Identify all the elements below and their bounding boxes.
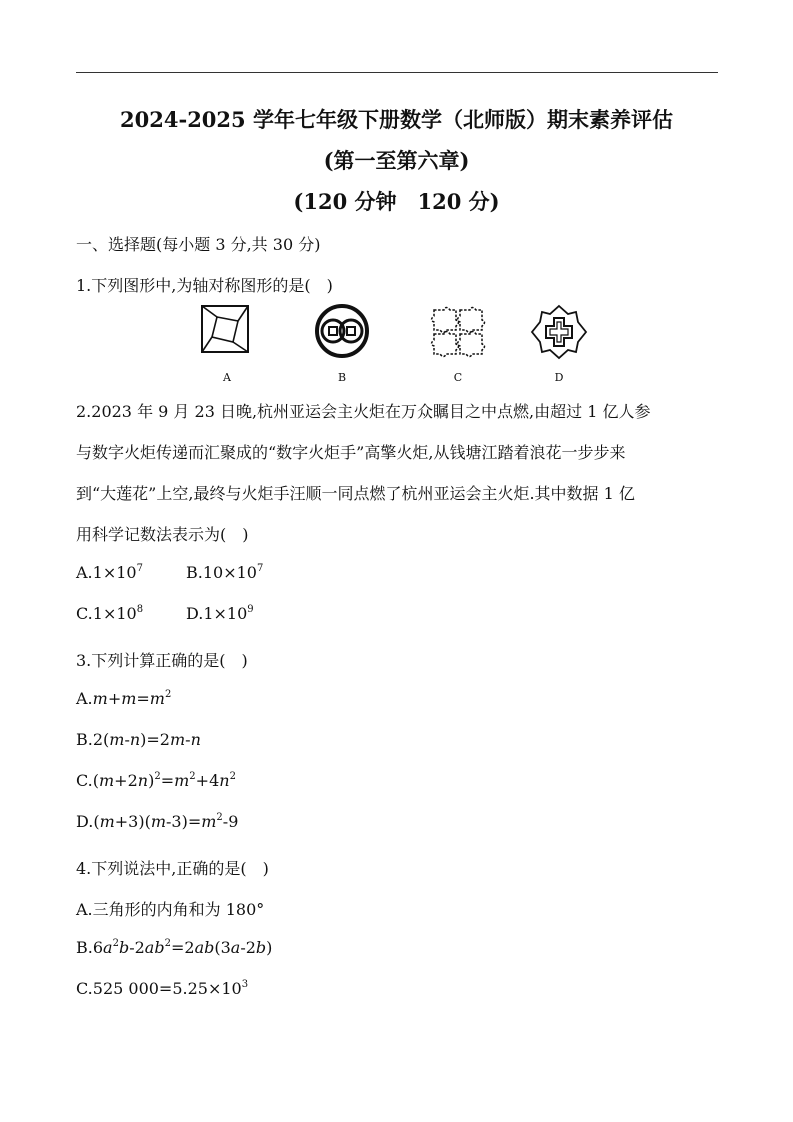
page-title: 2024-2025 学年七年级下册数学（北师版）期末素养评估	[120, 107, 673, 132]
q2-line-2: 与数字火炬传递而汇聚成的“数字火炬手”高擎火炬,从钱塘江踏着浪花一步步来	[76, 443, 626, 462]
q3-option-a: $A.m+m=m^2$	[76, 689, 172, 708]
header-rule	[76, 72, 718, 73]
q2-line-1: 2.2023 年 9 月 23 日晚,杭州亚运会主火炬在万众瞩目之中点燃,由超过 1 亿人参	[76, 402, 651, 421]
q3-option-d: $D.(m+3)(m-3)=m^2-9$	[76, 812, 239, 831]
q2-option-b: $B.10\times 10^7$	[186, 563, 264, 582]
figure-label-a: A	[223, 371, 231, 384]
q4-option-c: C.525 $000=5.25\times 10^3$	[76, 979, 249, 998]
cross-flower-icon	[530, 304, 588, 360]
page-subtitle: (第一至第六章)	[323, 148, 470, 173]
q3-option-c: $C.(m+2n)^2=m^2+4n^2$	[76, 771, 236, 790]
q3-option-b: B.2(m-n)=2m-n	[76, 730, 201, 749]
square-pinwheel-icon	[200, 304, 250, 356]
puzzle-pieces-icon	[430, 304, 486, 360]
q3-stem: 3.下列计算正确的是( )	[76, 651, 248, 670]
q4-option-a: A.三角形的内角和为 180°	[76, 900, 265, 919]
figure-label-d: D	[554, 371, 564, 384]
q2-option-a: $A.1\times 10^7$	[76, 563, 143, 582]
q1-figures	[0, 304, 793, 388]
q1-stem: 1.下列图形中,为轴对称图形的是( )	[76, 276, 333, 295]
q2-line-3: 到“大莲花”上空,最终与火炬手汪顺一同点燃了杭州亚运会主火炬.其中数据 1 亿	[76, 484, 635, 503]
double-coin-icon	[302, 304, 382, 358]
q2-option-d: $D.1\times 10^9$	[186, 604, 254, 623]
section-heading: 一、选择题(每小题 3 分,共 30 分)	[76, 235, 321, 254]
figure-label-c: C	[453, 371, 463, 384]
q2-option-c: $C.1\times 10^8$	[76, 604, 144, 623]
q2-line-4: 用科学记数法表示为( )	[76, 525, 249, 544]
figure-label-b: B	[337, 371, 347, 384]
q4-option-b: $B.6a^2b-2ab^2=2ab(3a-2b)$	[76, 938, 273, 957]
exam-duration: (120 分钟 120 分)	[293, 189, 500, 214]
q4-stem: 4.下列说法中,正确的是( )	[76, 859, 269, 878]
